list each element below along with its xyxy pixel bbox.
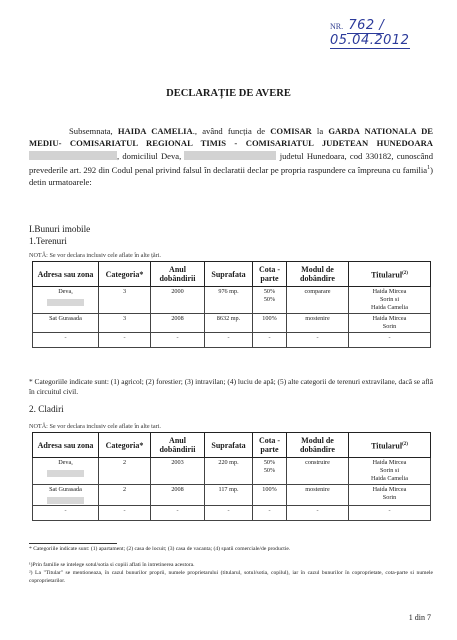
cell-area: 220 mp.	[205, 458, 253, 485]
family-footnote: ¹)Prin familie se intelege sotul/sotia si copiii aflati în intretinerea acestora.	[29, 562, 195, 568]
cell-owner: Haida Mircea Sorin si Haida Camelia	[349, 458, 431, 485]
cell-year: 2008	[151, 485, 205, 506]
owner-footnote: ²) La "Titular" se mentioneaza, în cazul bunurilor proprii, numele proprietarului (titularul, sotul/sotia, copilul), iar în cazul bunurilor în coproprietate, cota-parte si numele coproprietarilor.	[29, 570, 433, 584]
col-address: Adresa sau zona	[33, 262, 99, 287]
redacted-block	[184, 151, 276, 160]
col-share: Cota - parte	[253, 433, 287, 458]
document-title: DECLARAȚIE DE AVERE	[166, 88, 291, 99]
col-year: Anul dobândirii	[151, 262, 205, 287]
cell-mode: -	[287, 333, 349, 348]
cell-category: 2	[99, 458, 151, 485]
intro-text-5: judetul Hunedoara, cod 330182, cunoscând prevederile art. 292 din Codul penal privind falsul în declaratii declar pe propria raspundere ca împreuna cu familia	[29, 150, 433, 176]
cell-category: 3	[99, 287, 151, 314]
col-year: Anul dobândirii	[151, 433, 205, 458]
col-address: Adresa sau zona	[33, 433, 99, 458]
section-heading-buildings: 2. Cladiri	[29, 404, 64, 414]
table-row	[33, 458, 431, 485]
cell-area: 117 mp.	[205, 485, 253, 506]
land-note: NOTĂ: Se vor declara inclusiv cele aflate în alte țări.	[29, 252, 161, 259]
cell-year: 2008	[151, 314, 205, 333]
cell-year: 2003	[151, 458, 205, 485]
intro-text-6: ) detin urmatoarele:	[29, 165, 433, 188]
registration-number	[330, 18, 457, 48]
declarant-institution: GARDA NATIONALA DE MEDIU- COMISARIATUL REGIONAL TIMIS - COMISARIATUL JUDETEAN HUNEDOARA	[29, 126, 434, 149]
cell-share: -	[253, 506, 287, 521]
col-share: Cota - parte	[253, 262, 287, 287]
cell-category: -	[99, 333, 151, 348]
table-row	[33, 506, 431, 521]
footnote-ref-1: 1	[427, 165, 431, 172]
intro-text-2: ., având funcția de	[192, 126, 271, 136]
cell-share: 50% 50%	[253, 458, 287, 485]
cell-area: 976 mp.	[205, 287, 253, 314]
footnote-divider	[29, 543, 117, 544]
cell-owner: -	[349, 333, 431, 348]
intro-paragraph	[29, 125, 433, 189]
section-heading-land: 1.Terenuri	[29, 236, 67, 246]
cell-area: -	[205, 333, 253, 348]
table-row	[33, 314, 431, 333]
col-owner: Titularul$^{(2)}$	[349, 262, 431, 287]
redacted-block	[29, 151, 117, 160]
intro-text-1: Subsemnata,	[69, 126, 118, 136]
registration-label: NR.	[330, 22, 344, 31]
cell-mode: mostenire	[287, 314, 349, 333]
cell-address: -	[33, 506, 99, 521]
col-area: Suprafata	[205, 433, 253, 458]
col-category: Categoria*	[99, 262, 151, 287]
land-table	[32, 261, 431, 348]
building-category-footnote: * Categoriile indicate sunt: (1) apartament; (2) casa de locuit; (3) casa de vacanta; (4) spatii comerciale/de productie.	[29, 546, 291, 552]
buildings-table-header	[33, 433, 431, 458]
cell-mode: construire	[287, 458, 349, 485]
col-area: Suprafata	[205, 262, 253, 287]
buildings-note: NOTĂ: Se vor declara inclusiv cele aflate în alte tari.	[29, 423, 161, 430]
redacted-block	[47, 497, 84, 504]
land-category-footnote: * Categoriile indicate sunt: (1) agricol; (2) forestier; (3) intravilan; (4) luciu de apă; (5) alte categorii de terenuri extravilane, dacă se află în circuitul civil.	[29, 377, 433, 396]
cell-category: 3	[99, 314, 151, 333]
cell-category: -	[99, 506, 151, 521]
cell-share: -	[253, 333, 287, 348]
intro-text-3: la	[311, 126, 329, 136]
cell-year: -	[151, 333, 205, 348]
table-row	[33, 485, 431, 506]
cell-mode: mostenire	[287, 485, 349, 506]
cell-address: Sat Gurasada	[33, 485, 99, 506]
cell-address: -	[33, 333, 99, 348]
cell-owner: Haida Mircea Sorin	[349, 485, 431, 506]
col-owner: Titularul$^{(2)}$	[349, 433, 431, 458]
page-number: 1 din 7	[408, 613, 431, 622]
cell-year: -	[151, 506, 205, 521]
declarant-function: COMISAR	[270, 126, 312, 136]
table-row	[33, 333, 431, 348]
cell-address: Deva,	[33, 287, 99, 314]
land-table-header	[33, 262, 431, 287]
cell-mode: -	[287, 506, 349, 521]
col-category: Categoria*	[99, 433, 151, 458]
table-row	[33, 287, 431, 314]
cell-category: 2	[99, 485, 151, 506]
buildings-table	[32, 432, 431, 521]
intro-text-4: , domiciliul Deva,	[117, 150, 182, 161]
redacted-block	[47, 299, 84, 306]
cell-year: 2000	[151, 287, 205, 314]
cell-share: 100%	[253, 314, 287, 333]
col-mode: Modul de dobândire	[287, 262, 349, 287]
cell-owner: Haida Mircea Sorin	[349, 314, 431, 333]
redacted-block	[47, 470, 84, 477]
cell-share: 100%	[253, 485, 287, 506]
cell-address: Sat Gurasada	[33, 314, 99, 333]
cell-mode: comparare	[287, 287, 349, 314]
registration-value: 762 / 05.04.2012	[330, 18, 410, 48]
cell-owner: -	[349, 506, 431, 521]
section-heading-immovables: I.Bunuri imobile	[29, 224, 91, 234]
cell-area: -	[205, 506, 253, 521]
cell-address: Deva,	[33, 458, 99, 485]
declarant-name: HAIDA CAMELIA	[117, 126, 193, 136]
cell-share: 50% 50%	[253, 287, 287, 314]
cell-owner: Haida Mircea Sorin si Haida Camelia	[349, 287, 431, 314]
col-mode: Modul de dobândire	[287, 433, 349, 458]
cell-area: 8632 mp.	[205, 314, 253, 333]
